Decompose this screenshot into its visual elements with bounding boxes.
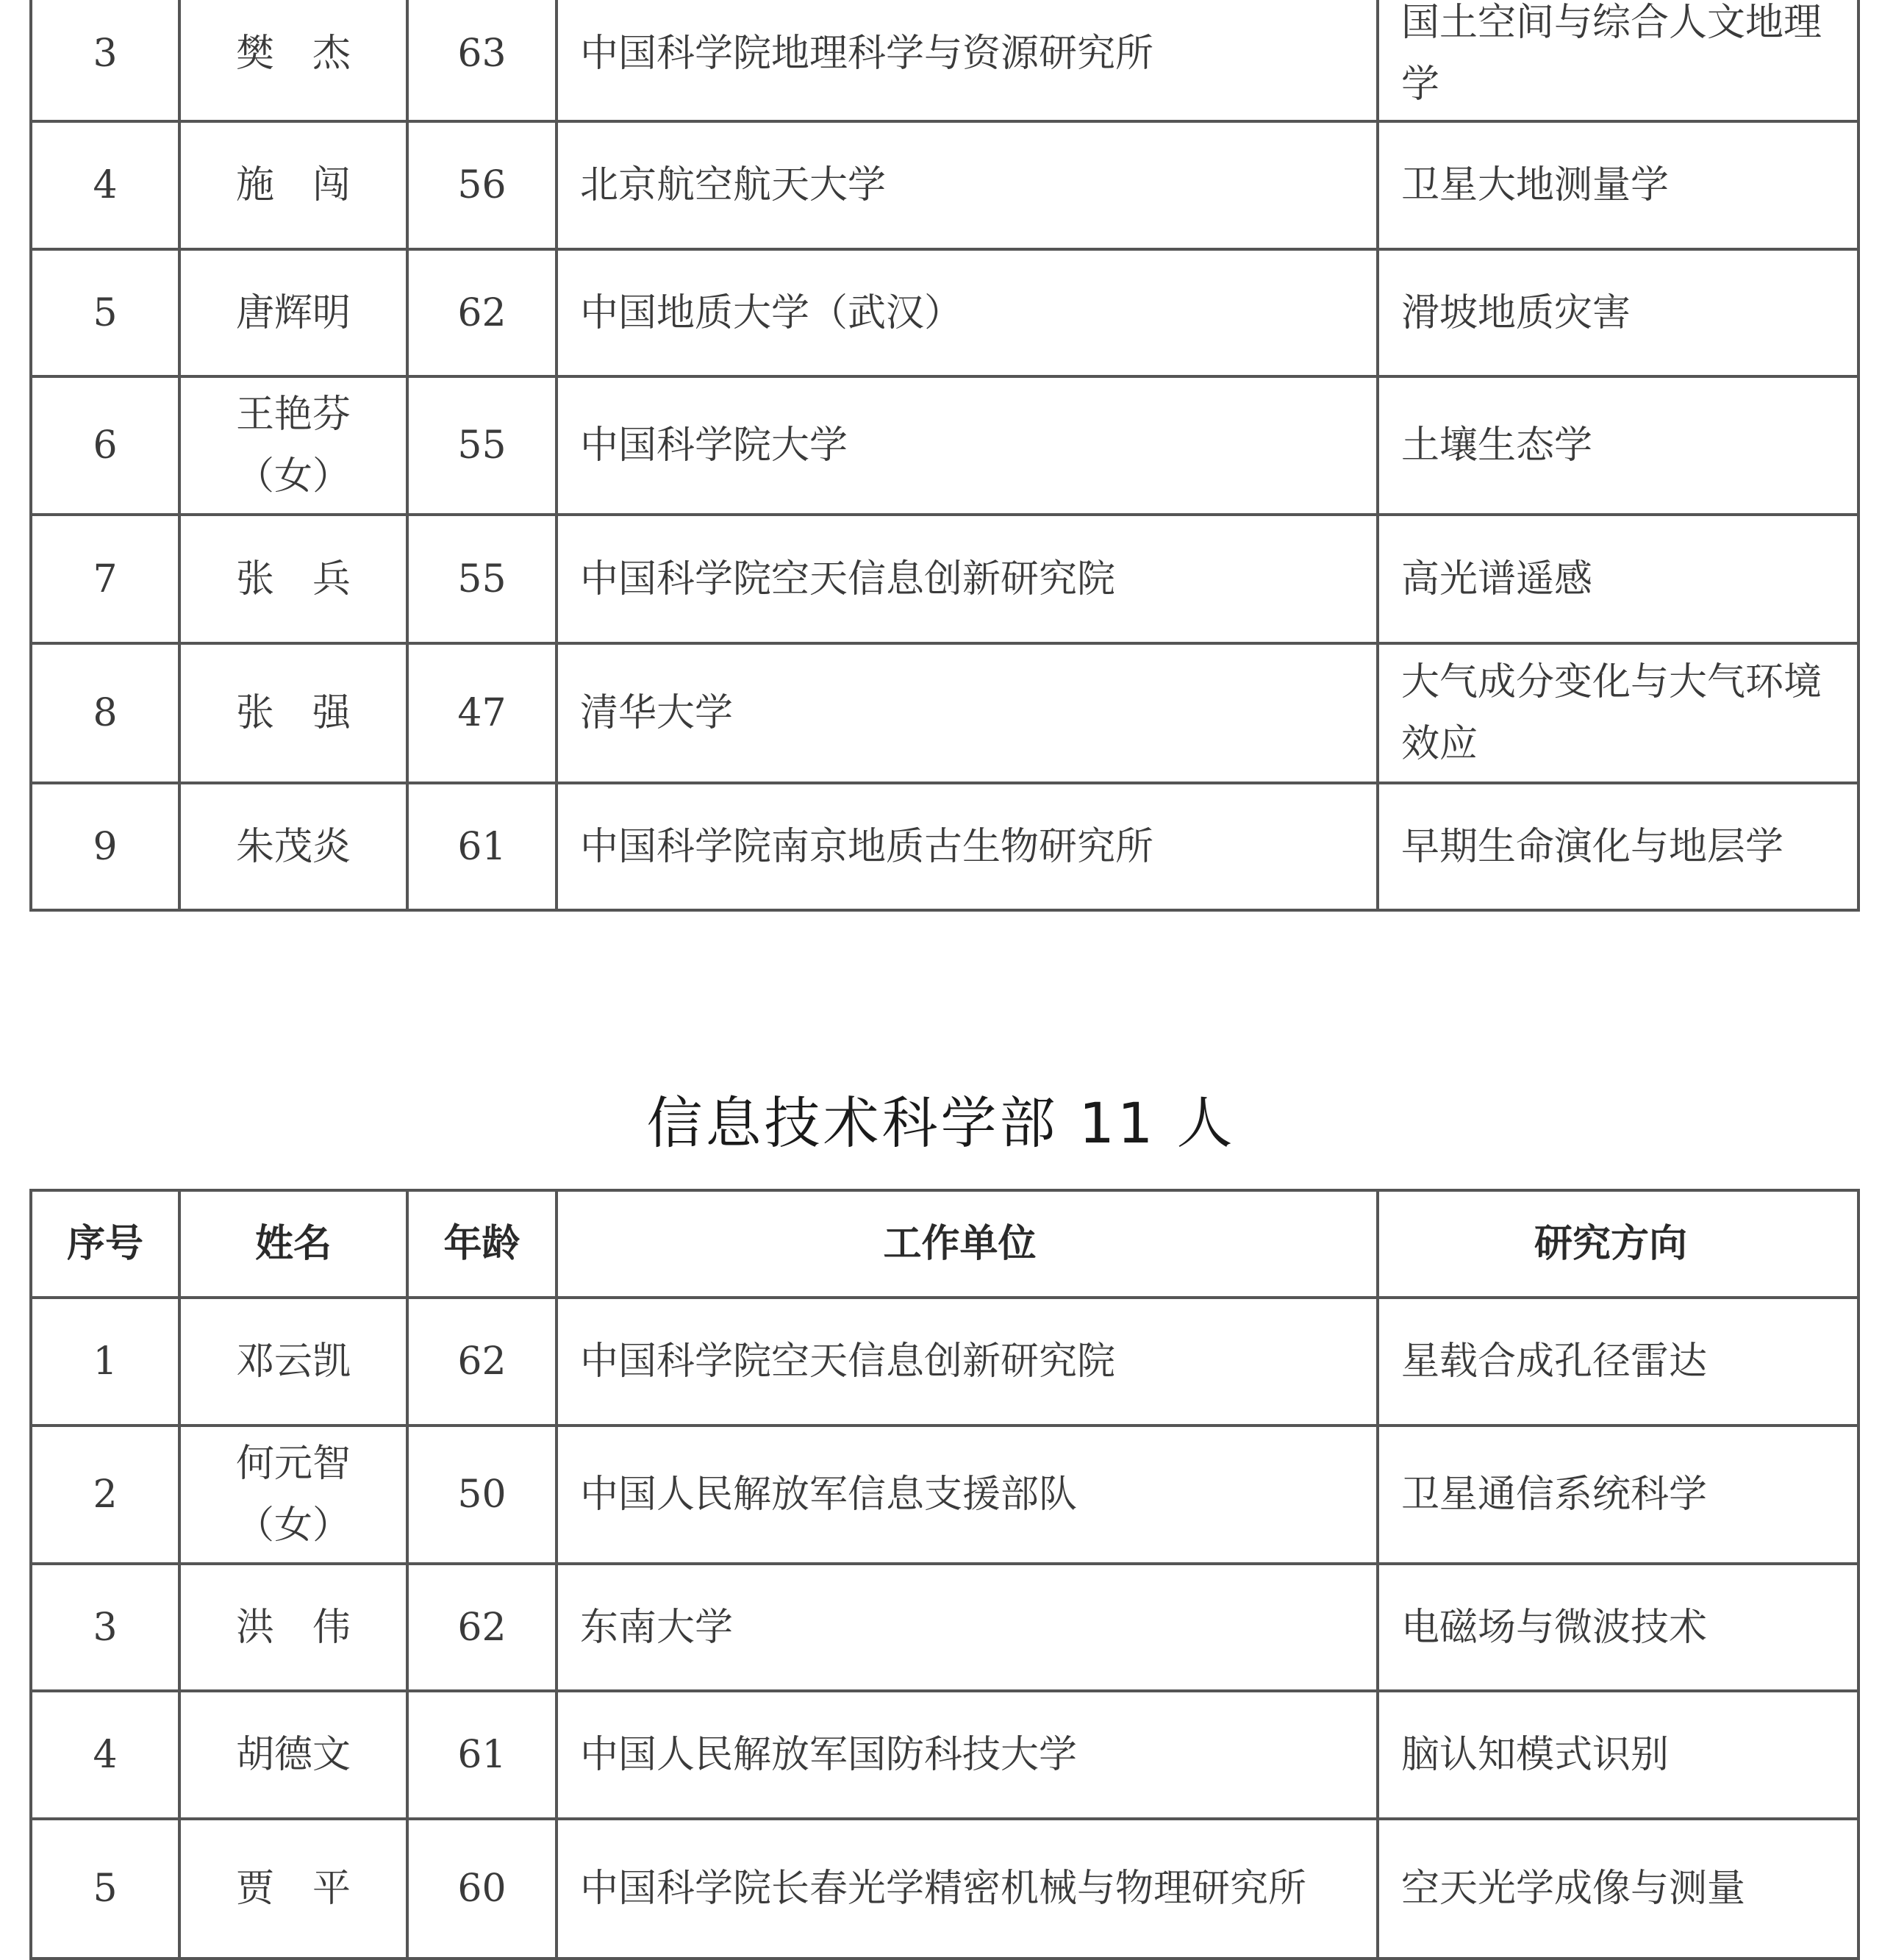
row-organization: 中国科学院长春光学精密机械与物理研究所: [557, 1819, 1378, 1959]
row-research-direction: 脑认知模式识别: [1378, 1691, 1858, 1819]
row-research-direction: 国土空间与综合人文地理学: [1378, 0, 1858, 121]
table-row: [31, 0, 1858, 121]
table-row: [31, 121, 1858, 249]
row-age: 50: [407, 1426, 557, 1564]
table-row: [31, 249, 1858, 376]
row-organization: 北京航空航天大学: [557, 121, 1378, 249]
row-research-direction: 星载合成孔径雷达: [1378, 1298, 1858, 1426]
row-name: 胡德文: [179, 1691, 407, 1819]
academician-table-earth-sciences: [29, 0, 1860, 912]
row-organization: 中国科学院空天信息创新研究院: [557, 1298, 1378, 1426]
row-index: 3: [31, 1564, 179, 1691]
row-research-direction: 卫星通信系统科学: [1378, 1426, 1858, 1564]
gender-note: （女）: [235, 454, 351, 498]
row-organization: 东南大学: [557, 1564, 1378, 1691]
row-name: 张 兵: [179, 515, 407, 643]
row-age: 62: [407, 1564, 557, 1691]
gender-note: （女）: [235, 1503, 351, 1548]
row-research-direction: 大气成分变化与大气环境效应: [1378, 643, 1858, 783]
header-name: 姓名: [179, 1190, 407, 1298]
row-index: 4: [31, 1691, 179, 1819]
row-research-direction: 卫星大地测量学: [1378, 121, 1858, 249]
row-organization: 中国科学院空天信息创新研究院: [557, 515, 1378, 643]
row-age: 55: [407, 515, 557, 643]
row-name: [179, 376, 407, 515]
table-header-row: [31, 1190, 1858, 1298]
row-research-direction: 早期生命演化与地层学: [1378, 783, 1858, 910]
row-index: 8: [31, 643, 179, 783]
academician-table-information-tech: [29, 1189, 1860, 1960]
row-research-direction: 土壤生态学: [1378, 376, 1858, 515]
row-index: 2: [31, 1426, 179, 1564]
table-row: [31, 783, 1858, 910]
row-index: 6: [31, 376, 179, 515]
header-research-direction: 研究方向: [1378, 1190, 1858, 1298]
row-name: 洪 伟: [179, 1564, 407, 1691]
row-research-direction: 高光谱遥感: [1378, 515, 1858, 643]
table-body: [31, 0, 1858, 910]
row-name: 邓云凯: [179, 1298, 407, 1426]
header-age: 年龄: [407, 1190, 557, 1298]
table-row: [31, 1564, 1858, 1691]
table-row: [31, 1819, 1858, 1959]
row-index: 1: [31, 1298, 179, 1426]
row-age: 47: [407, 643, 557, 783]
name-text: 王艳芬: [235, 393, 351, 437]
row-research-direction: 电磁场与微波技术: [1378, 1564, 1858, 1691]
row-name: 樊 杰: [179, 0, 407, 121]
table-row: [31, 1298, 1858, 1426]
row-name: 张 强: [179, 643, 407, 783]
row-age: 62: [407, 1298, 557, 1426]
row-research-direction: 空天光学成像与测量: [1378, 1819, 1858, 1959]
row-index: 4: [31, 121, 179, 249]
row-organization: 中国人民解放军国防科技大学: [557, 1691, 1378, 1819]
row-age: 61: [407, 1691, 557, 1819]
row-name: [179, 1426, 407, 1564]
table-row: [31, 1426, 1858, 1564]
row-name: 唐辉明: [179, 249, 407, 376]
row-index: 5: [31, 249, 179, 376]
row-name: 朱茂炎: [179, 783, 407, 910]
row-index: 9: [31, 783, 179, 910]
table-row: [31, 515, 1858, 643]
row-index: 3: [31, 0, 179, 121]
row-age: 55: [407, 376, 557, 515]
table-row: [31, 376, 1858, 515]
row-index: 5: [31, 1819, 179, 1959]
row-organization: 中国地质大学（武汉）: [557, 249, 1378, 376]
table-row: [31, 1691, 1858, 1819]
name-text: 何元智: [235, 1442, 351, 1486]
row-age: 60: [407, 1819, 557, 1959]
row-organization: 中国科学院南京地质古生物研究所: [557, 783, 1378, 910]
table-row: [31, 643, 1858, 783]
row-research-direction: 滑坡地质灾害: [1378, 249, 1858, 376]
row-organization: 中国科学院地理科学与资源研究所: [557, 0, 1378, 121]
row-age: 56: [407, 121, 557, 249]
row-organization: 中国人民解放军信息支援部队: [557, 1426, 1378, 1564]
row-organization: 中国科学院大学: [557, 376, 1378, 515]
row-name: 贾 平: [179, 1819, 407, 1959]
row-name: 施 闯: [179, 121, 407, 249]
row-age: 62: [407, 249, 557, 376]
section-title-information-tech: 信息技术科学部 11 人: [646, 1090, 1236, 1156]
row-organization: 清华大学: [557, 643, 1378, 783]
row-age: 61: [407, 783, 557, 910]
table-body: [31, 1298, 1858, 1959]
header-index: 序号: [31, 1190, 179, 1298]
row-age: 63: [407, 0, 557, 121]
row-index: 7: [31, 515, 179, 643]
header-organization: 工作单位: [557, 1190, 1378, 1298]
